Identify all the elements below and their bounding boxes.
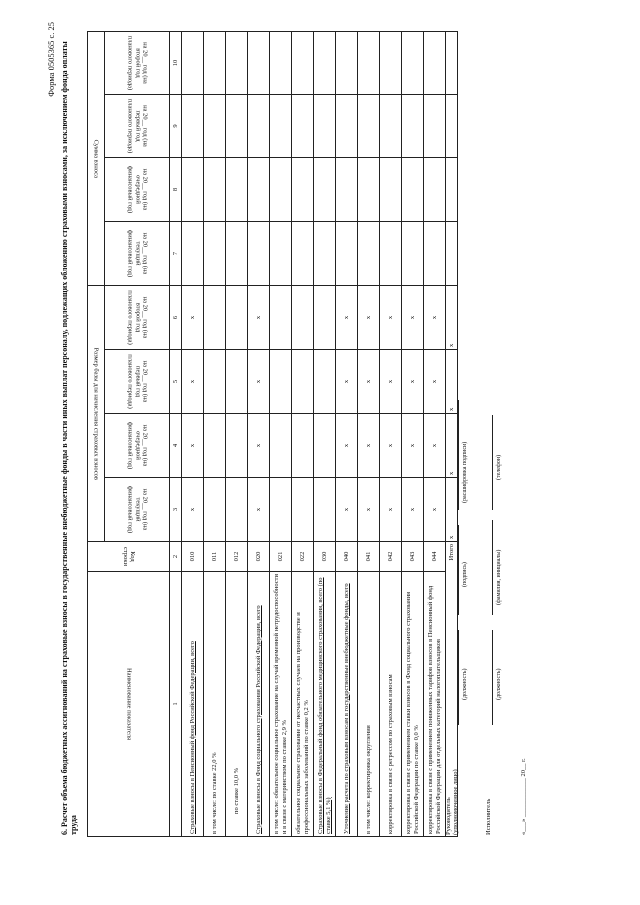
value-cell — [314, 286, 336, 350]
table-row — [380, 31, 402, 836]
header-contribution-sum: Сумма взноса — [88, 31, 105, 285]
value-cell: x — [380, 478, 402, 542]
value-cell — [204, 95, 226, 158]
value-cell — [380, 158, 402, 222]
column-number: 1 — [170, 572, 182, 837]
value-cell — [182, 158, 204, 222]
value-cell: x — [358, 478, 380, 542]
value-cell: x — [248, 414, 270, 478]
value-cell — [226, 31, 248, 94]
value-cell — [292, 350, 314, 414]
value-cell — [424, 31, 446, 94]
value-cell: x — [182, 414, 204, 478]
value-cell — [226, 286, 248, 350]
value-cell: x — [182, 478, 204, 542]
head-decoding-line — [458, 400, 459, 510]
row-label: Страховые взносы в Федеральный фонд обязательного медицинского страхования, всего (по ставке 5,1 %) — [314, 572, 336, 837]
form-code: Форма 0505365 с. 25 — [46, 22, 56, 97]
value-cell: x — [402, 286, 424, 350]
value-cell — [182, 222, 204, 286]
value-cell — [336, 95, 358, 158]
value-cell: x — [424, 286, 446, 350]
head-signature-line — [458, 525, 459, 615]
value-cell — [270, 158, 292, 222]
row-label: по ставке 10,0 % — [226, 572, 248, 837]
row-label: Уточнение расчета по страховым взносам в государственные внебюджетные фонды, всего — [336, 572, 358, 837]
header-sum-current: на 20__ год (на текущий финансовый год) — [105, 222, 170, 286]
total-row — [446, 31, 458, 836]
total-cell — [446, 158, 458, 222]
table-row — [402, 31, 424, 836]
value-cell: x — [248, 286, 270, 350]
total-cell — [446, 222, 458, 286]
value-cell — [314, 350, 336, 414]
value-cell: x — [424, 478, 446, 542]
total-label: Итого — [446, 542, 458, 837]
column-number: 8 — [170, 158, 182, 222]
value-cell — [226, 350, 248, 414]
value-cell — [358, 222, 380, 286]
value-cell — [226, 158, 248, 222]
value-cell — [204, 158, 226, 222]
value-cell — [270, 95, 292, 158]
total-cell — [446, 31, 458, 94]
executor-position-line — [492, 630, 493, 725]
row-code: 041 — [358, 542, 380, 572]
value-cell — [402, 222, 424, 286]
value-cell — [248, 95, 270, 158]
table-row — [204, 31, 226, 836]
column-number: 5 — [170, 350, 182, 414]
value-cell: x — [358, 286, 380, 350]
value-cell: x — [336, 478, 358, 542]
value-cell — [314, 31, 336, 94]
value-cell — [358, 95, 380, 158]
row-code: 022 — [292, 542, 314, 572]
value-cell — [226, 95, 248, 158]
value-cell — [204, 286, 226, 350]
row-label: в том числе: обязательное социальное страхование на случай временной нетрудоспособности и в связи с материнством по ставке 2,9 % — [270, 572, 292, 837]
value-cell — [270, 350, 292, 414]
value-cell — [336, 158, 358, 222]
row-code: 011 — [204, 542, 226, 572]
column-number: 10 — [170, 31, 182, 94]
header-base-size: Размер базы для начисления страховых взносов — [88, 286, 105, 542]
header-indicator-name: Наименование показателя — [88, 572, 170, 837]
row-code: 012 — [226, 542, 248, 572]
total-cell — [446, 95, 458, 158]
value-cell — [292, 31, 314, 94]
value-cell — [270, 31, 292, 94]
value-cell — [204, 478, 226, 542]
table-row — [292, 31, 314, 836]
value-cell — [292, 286, 314, 350]
table-body — [182, 31, 446, 836]
value-cell: x — [402, 350, 424, 414]
row-code: 040 — [336, 542, 358, 572]
header-base-current: на 20__ год (на текущий финансовый год) — [105, 478, 170, 542]
value-cell — [358, 31, 380, 94]
row-label: обязательное социальное страхование от несчастных случаев на производстве и профессиональных заболеваний по ставке 0,2 % — [292, 572, 314, 837]
table-row — [226, 31, 248, 836]
table-row — [358, 31, 380, 836]
value-cell — [270, 478, 292, 542]
executor-label: Исполнитель — [485, 798, 492, 835]
column-number: 6 — [170, 286, 182, 350]
caption-position: (должность) — [462, 668, 468, 700]
table-row — [336, 31, 358, 836]
header-base-next: на 20__ год (на очередной финансовый год) — [105, 414, 170, 478]
header-sum-first-plan: на 20__ год (на первый год планового периода) — [105, 95, 170, 158]
value-cell — [292, 158, 314, 222]
date-line: «___» ____________ 20__ г. — [520, 758, 527, 835]
value-cell — [270, 286, 292, 350]
column-number: 3 — [170, 478, 182, 542]
value-cell: x — [336, 286, 358, 350]
caption-fullname: (фамилия, инициалы) — [496, 549, 502, 605]
value-cell: x — [358, 414, 380, 478]
value-cell — [314, 478, 336, 542]
header-sum-second-plan: на 20__ год (на второй год планового периода) — [105, 31, 170, 94]
value-cell — [292, 222, 314, 286]
value-cell: x — [402, 478, 424, 542]
row-code: 042 — [380, 542, 402, 572]
table-row — [248, 31, 270, 836]
row-label: корректировка в связи с регрессом по страховым взносам — [380, 572, 402, 837]
value-cell — [314, 414, 336, 478]
table-row — [270, 31, 292, 836]
value-cell — [292, 414, 314, 478]
value-cell — [226, 222, 248, 286]
value-cell: x — [248, 350, 270, 414]
value-cell — [380, 222, 402, 286]
row-label: Страховые взносы в Фонд социального страхования Российской Федерации, всего — [248, 572, 270, 837]
row-label: корректировка в связи с применением пониженных тарифов взносов в Пенсионный фонд Российской Федерации для отдельных категорий налогоплательщиков — [424, 572, 446, 837]
value-cell: x — [380, 414, 402, 478]
contributions-table — [87, 31, 458, 837]
caption-signature: (подпись) — [462, 562, 468, 587]
value-cell: x — [248, 478, 270, 542]
value-cell — [336, 222, 358, 286]
value-cell — [182, 31, 204, 94]
value-cell — [292, 478, 314, 542]
column-number: 9 — [170, 95, 182, 158]
value-cell — [226, 478, 248, 542]
value-cell — [226, 414, 248, 478]
header-base-first-plan: на 20__ год (на первый год планового периода) — [105, 350, 170, 414]
value-cell: x — [424, 414, 446, 478]
total-cell: x — [446, 478, 458, 542]
value-cell — [424, 222, 446, 286]
column-number: 4 — [170, 414, 182, 478]
value-cell — [248, 222, 270, 286]
head-position-line — [458, 630, 459, 725]
value-cell: x — [380, 286, 402, 350]
value-cell — [424, 158, 446, 222]
executor-phone-line — [492, 415, 493, 510]
value-cell — [424, 95, 446, 158]
row-code: 020 — [248, 542, 270, 572]
head-label: Руководитель (уполномоченное лицо) — [445, 769, 459, 835]
value-cell: x — [358, 350, 380, 414]
value-cell — [182, 95, 204, 158]
value-cell — [336, 31, 358, 94]
table-row — [182, 31, 204, 836]
section-title: 6. Расчет объема бюджетных ассигнований на страховые взносы в государственные внебюджетные фонды в части иных выплат персоналу, подлежащих обложению страховыми взносами, за исключением фонда оплаты труда — [60, 41, 78, 835]
value-cell — [402, 95, 424, 158]
caption-phone: (телефон) — [496, 454, 502, 480]
header-row-code: Код строки — [88, 542, 170, 572]
row-label: в том числе: по ставке 22,0 % — [204, 572, 226, 837]
executor-name-line — [492, 520, 493, 615]
value-cell: x — [402, 414, 424, 478]
row-code: 021 — [270, 542, 292, 572]
column-number-row — [170, 31, 182, 836]
row-code: 010 — [182, 542, 204, 572]
table-row — [314, 31, 336, 836]
value-cell: x — [424, 350, 446, 414]
value-cell — [402, 31, 424, 94]
row-code: 043 — [402, 542, 424, 572]
header-sum-next: на 20__ год (на очередной финансовый год) — [105, 158, 170, 222]
value-cell — [314, 158, 336, 222]
value-cell: x — [182, 350, 204, 414]
caption-position: (должность) — [496, 668, 502, 700]
value-cell — [270, 222, 292, 286]
column-number: 2 — [170, 542, 182, 572]
row-label: в том числе: корректировка округления — [358, 572, 380, 837]
value-cell: x — [336, 414, 358, 478]
value-cell — [248, 31, 270, 94]
row-label: корректировка в связи с применением ставки взносов в Фонд социального страхования Российской Федерации по ставке 0,0 % — [402, 572, 424, 837]
row-code: 044 — [424, 542, 446, 572]
value-cell — [270, 414, 292, 478]
value-cell — [380, 95, 402, 158]
total-cell: x — [446, 286, 458, 350]
value-cell — [204, 350, 226, 414]
row-code: 030 — [314, 542, 336, 572]
row-label: Страховые взносы в Пенсионный фонд Российской Федерации, всего — [182, 572, 204, 837]
total-cell: x — [446, 350, 458, 414]
value-cell — [204, 31, 226, 94]
header-base-second-plan: на 20__ год (на второй год планового периода) — [105, 286, 170, 350]
value-cell — [314, 222, 336, 286]
value-cell — [358, 158, 380, 222]
caption-decoding: (расшифровка подписи) — [462, 441, 468, 503]
value-cell: x — [336, 350, 358, 414]
value-cell — [204, 414, 226, 478]
total-cell: x — [446, 414, 458, 478]
value-cell — [292, 95, 314, 158]
table-row — [424, 31, 446, 836]
value-cell: x — [182, 286, 204, 350]
value-cell — [314, 95, 336, 158]
column-number: 7 — [170, 222, 182, 286]
value-cell — [248, 158, 270, 222]
value-cell — [380, 31, 402, 94]
value-cell — [402, 158, 424, 222]
value-cell: x — [380, 350, 402, 414]
value-cell — [204, 222, 226, 286]
